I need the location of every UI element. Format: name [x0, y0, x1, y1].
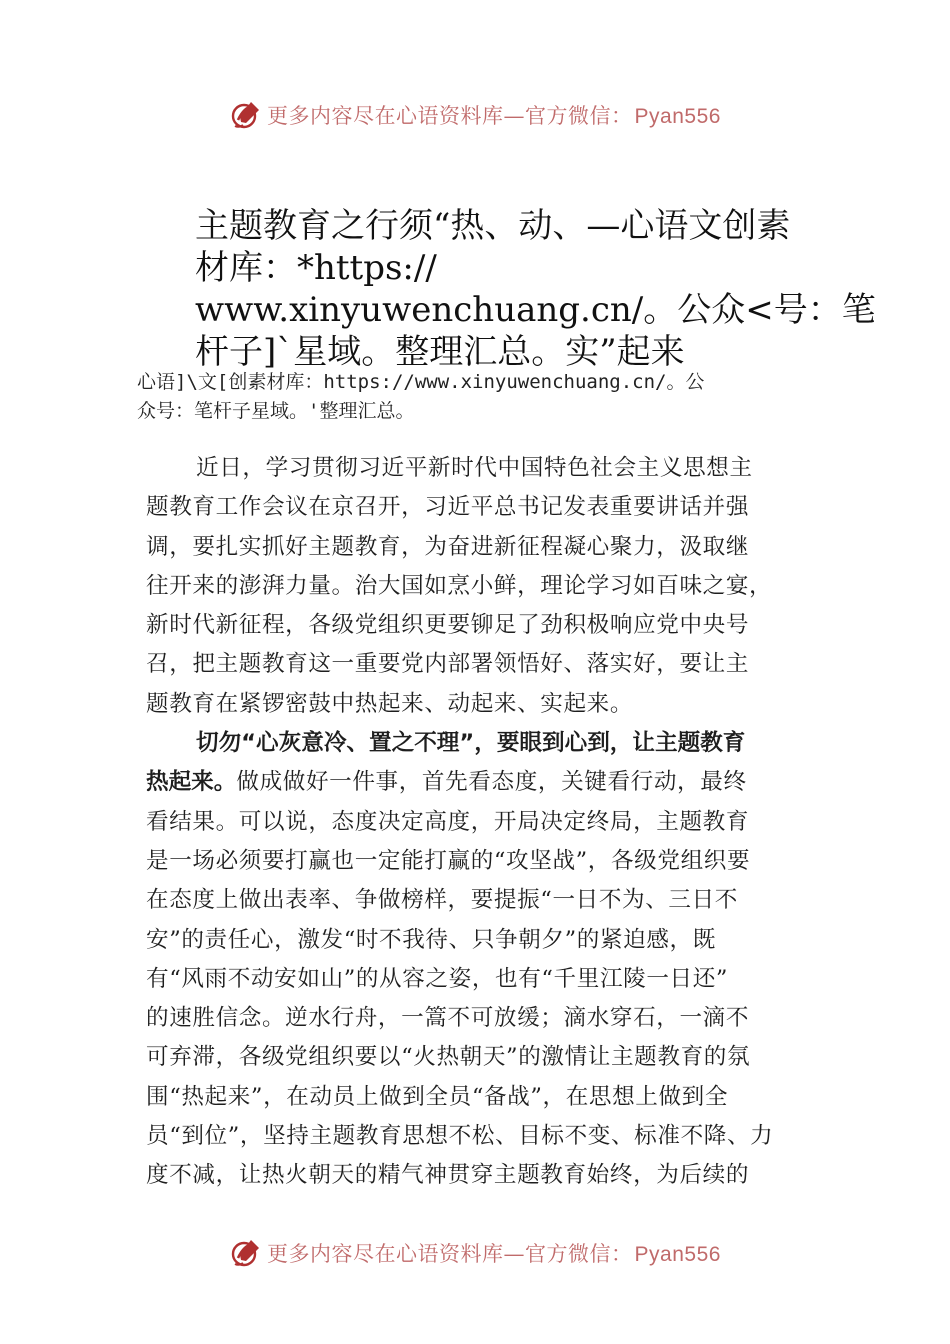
text-line: 安”的责任心，激发“时不我待、只争朝夕”的紧迫感，既 — [146, 926, 716, 953]
source-note-line: 心语]\文[创素材库：https://www.xinyuwenchuang.cn/。公 — [137, 371, 705, 393]
text-line: 是一场必须要打赢也一定能打赢的“攻坚战”，各级党组织要 — [146, 847, 751, 874]
paragraph-1 — [146, 449, 811, 724]
text-line: 调，要扎实抓好主题教育，为奋进新征程凝心聚力，汲取继 — [146, 533, 750, 560]
text-line: 在态度上做出表率、争做榜样，要提振“一日不为、三日不 — [146, 887, 738, 914]
text-line: 的速胜信念。逆水行舟，一篙不可放缓；滴水穿石，一滴不 — [146, 1005, 750, 1032]
text-line: 近日，学习贯彻习近平新时代中国特色社会主义思想主 — [196, 455, 753, 481]
pen-heart-logo-icon — [229, 1236, 263, 1270]
paragraph-2 — [146, 724, 811, 1196]
text-line: 看结果。可以说，态度决定高度，开局决定终局，主题教育 — [146, 808, 750, 835]
text-line: 往开来的澎湃力量。治大国如烹小鲜，理论学习如百味之宴， — [146, 572, 773, 599]
title-line: 杆子]`星域。整理汇总。实”起来 — [195, 332, 685, 372]
text-line: 有“风雨不动安如山”的从容之姿，也有“千里江陵一日还” — [146, 965, 729, 992]
text-line: 度不减，让热火朝天的精气神贯穿主题教育始终，为后续的 — [146, 1162, 750, 1189]
banner-handle: Pyan556 — [634, 1243, 721, 1266]
title-line: www.xinyuwenchuang.cn/。公众<号：笔 — [195, 290, 876, 330]
banner-text — [267, 100, 721, 130]
header-banner — [0, 95, 950, 135]
banner-label: 更多内容尽在心语资料库—官方微信： — [267, 104, 633, 128]
text-line: 员“到位”，坚持主题教育思想不松、目标不变、标准不降、力 — [146, 1123, 774, 1150]
text-line: 题教育工作会议在京召开，习近平总书记发表重要讲话并强 — [146, 494, 750, 521]
banner-handle: Pyan556 — [634, 105, 721, 128]
bold-heading: 切勿“心灰意冷、置之不理”，要眼到心到，让主题教育 — [196, 730, 746, 757]
source-note-line: 众号：笔杆子星域。'整理汇总。 — [137, 400, 415, 422]
pen-heart-logo-icon — [229, 98, 263, 132]
text-line: 召，把主题教育这一重要党内部署领悟好、落实好，要让主 — [146, 651, 750, 678]
text-line: 题教育在紧锣密鼓中热起来、动起来、实起来。 — [146, 690, 634, 717]
title-line: 材库：*https:// — [195, 248, 437, 288]
text-line: 围“热起来”，在动员上做到全员“备战”，在思想上做到全 — [146, 1083, 729, 1110]
footer-banner — [0, 1233, 950, 1273]
source-note — [137, 368, 817, 426]
article-body — [146, 449, 811, 1196]
document-title — [195, 205, 876, 373]
text-fragment: 做成做好一件事，首先看态度，关键看行动，最终 — [236, 769, 747, 796]
banner-text — [267, 1238, 721, 1268]
text-line — [146, 763, 811, 802]
text-line — [146, 724, 811, 763]
text-line: 新时代新征程，各级党组织更要铆足了劲积极响应党中央号 — [146, 612, 750, 639]
banner-label: 更多内容尽在心语资料库—官方微信： — [267, 1242, 633, 1266]
text-line: 可弃滞，各级党组织要以“火热朝天”的激情让主题教育的氛 — [146, 1044, 751, 1071]
title-line: 主题教育之行须“热、动、—心语文创素 — [195, 206, 791, 246]
bold-heading-end: 热起来。 — [146, 769, 237, 796]
